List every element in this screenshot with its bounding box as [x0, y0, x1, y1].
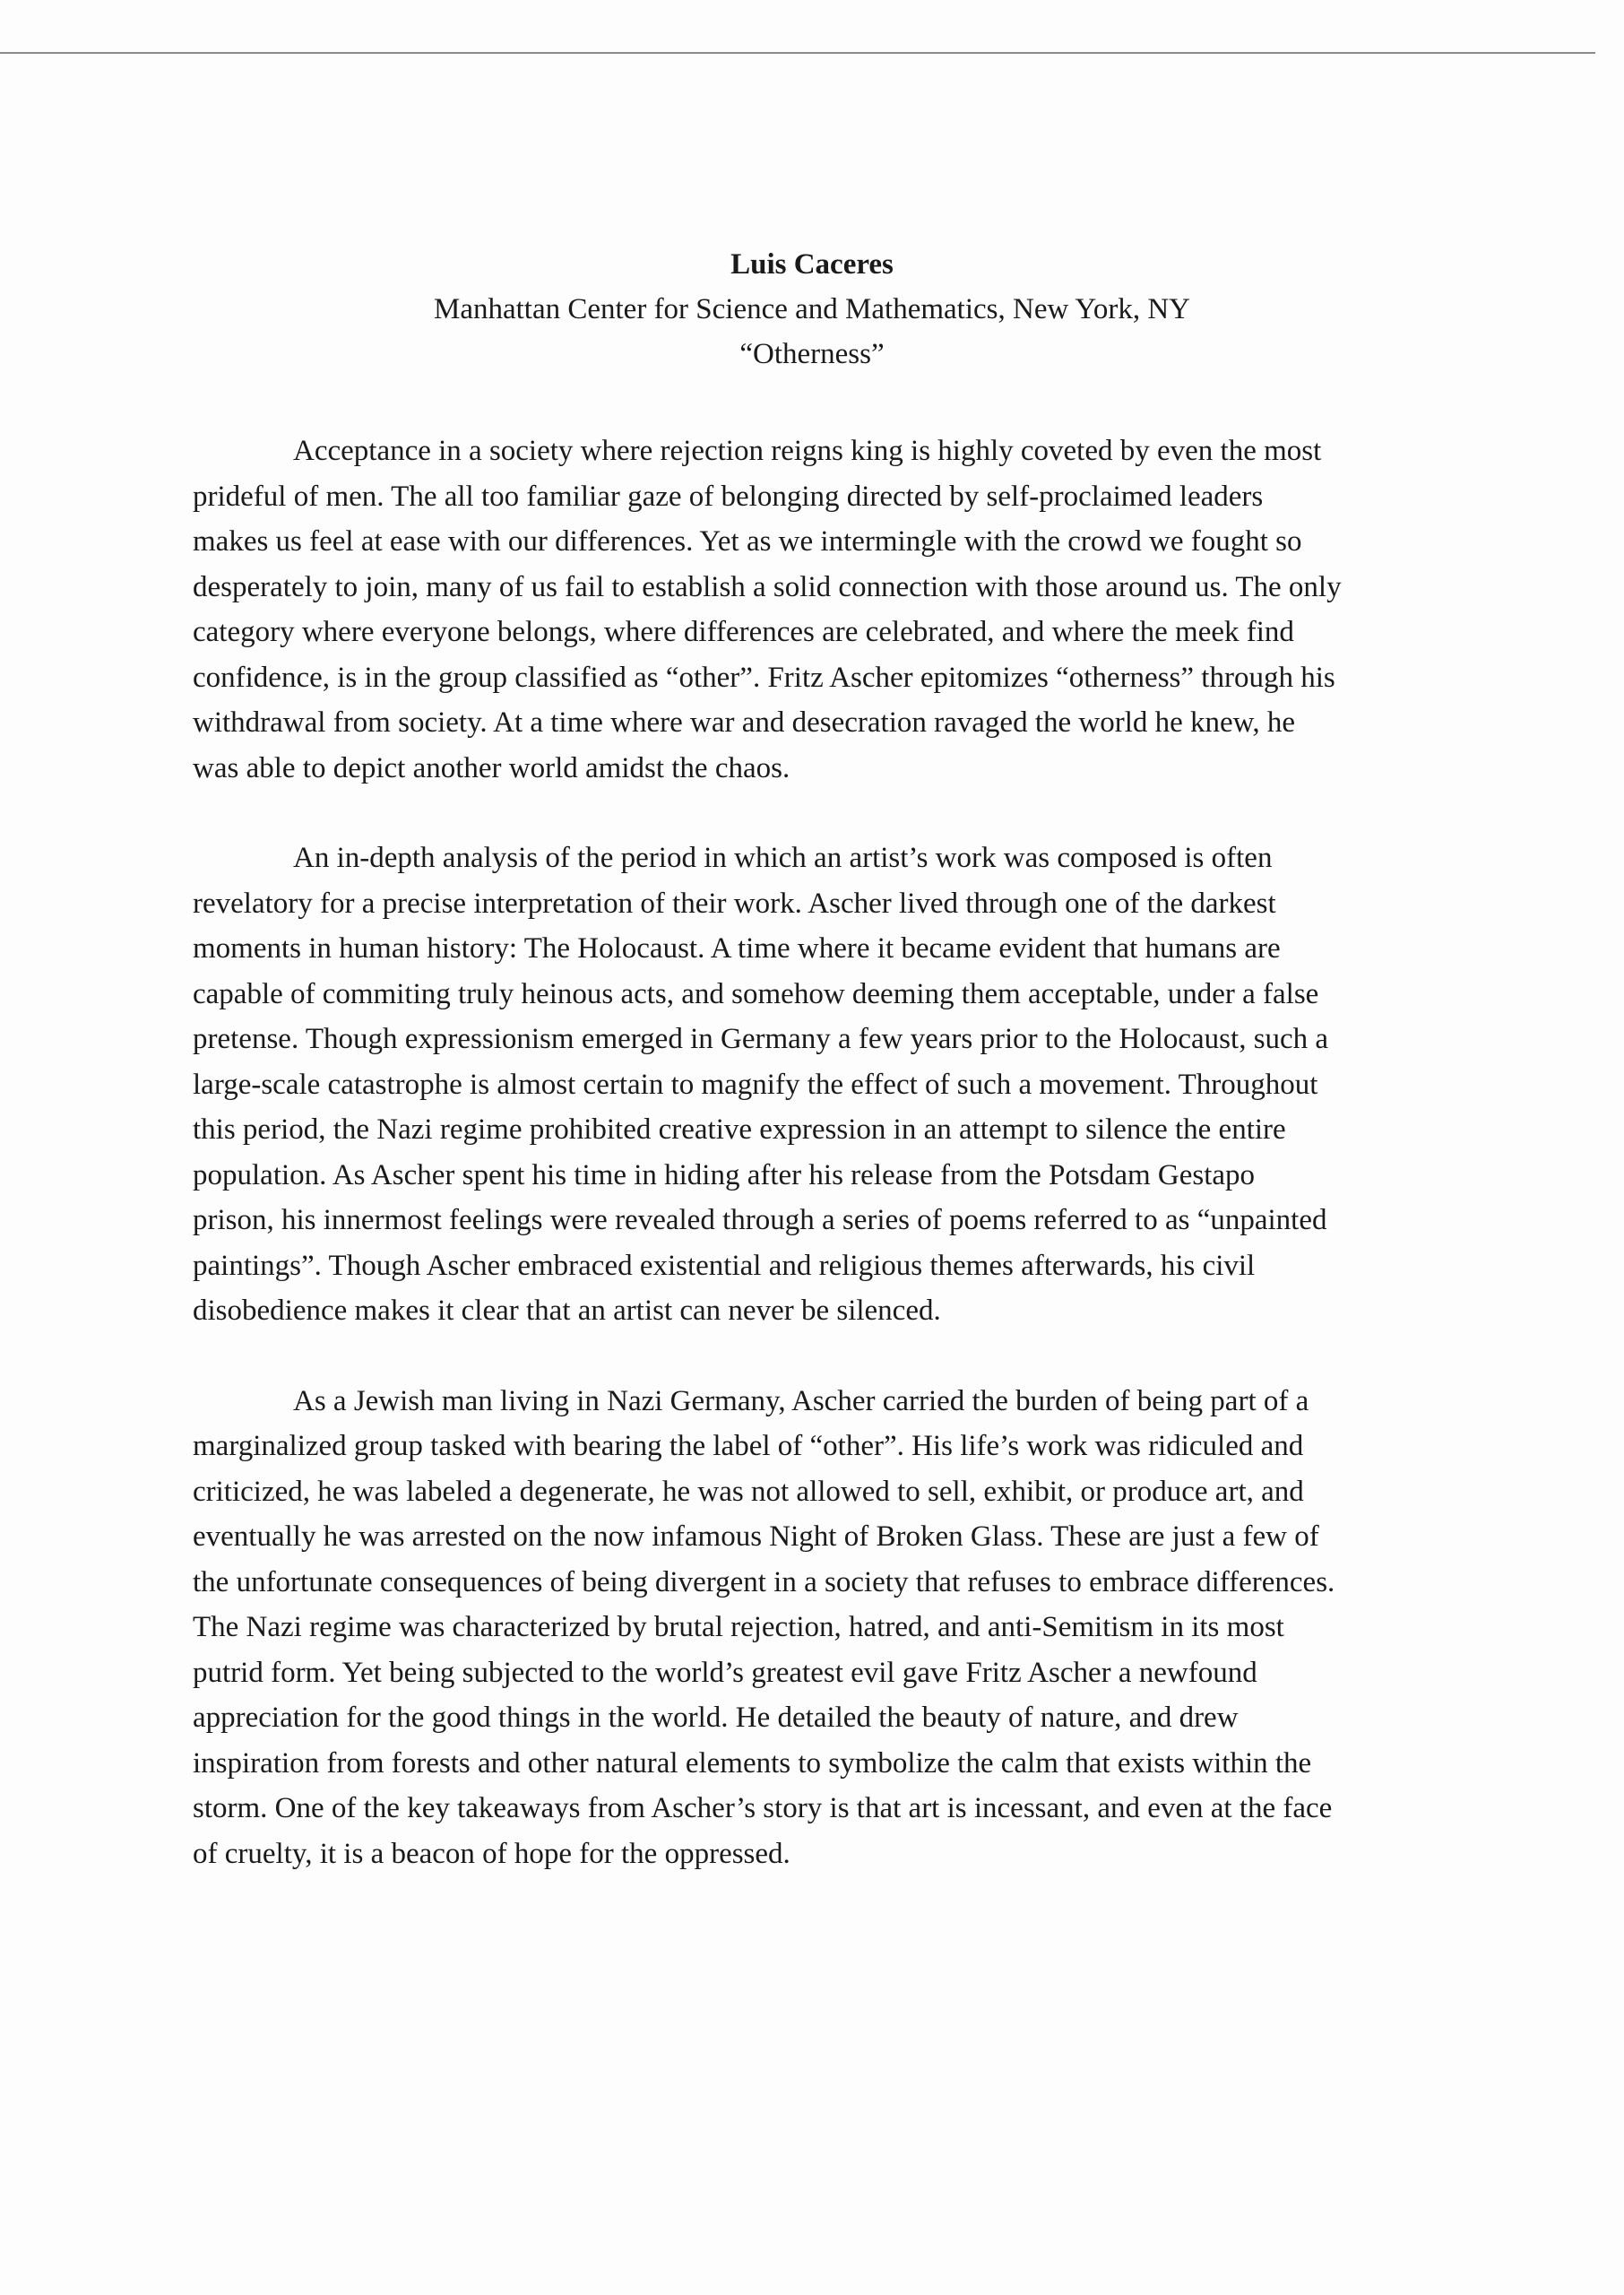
paragraph-line: paintings”. Though Ascher embraced existential and religious themes afterwards, his civil	[193, 1249, 1256, 1282]
paragraph-line: appreciation for the good things in the world. He detailed the beauty of nature, and drew	[193, 1702, 1239, 1734]
paragraph-line: category where everyone belongs, where differences are celebrated, and where the meek find	[193, 616, 1294, 648]
paragraph-line: the unfortunate consequences of being divergent in a society that refuses to embrace differences.	[193, 1565, 1335, 1598]
paragraph-line: inspiration from forests and other natural elements to symbolize the calm that exists within the	[193, 1746, 1312, 1780]
paragraph-line: confidence, is in the group classified as “other”. Fritz Ascher epitomizes “otherness” through his	[193, 661, 1335, 694]
paragraph-line: of cruelty, it is a beacon of hope for the oppressed.	[193, 1837, 790, 1870]
paragraph-3	[193, 1379, 1447, 1877]
paragraph-line: moments in human history: The Holocaust. A time where it became evident that humans are	[193, 932, 1281, 965]
paragraph-line: storm. One of the key takeaways from Ascher’s story is that art is incessant, and even at the face	[193, 1792, 1333, 1824]
paragraph-line: An in-depth analysis of the period in which an artist’s work was composed is often	[293, 842, 1273, 874]
paragraph-line: was able to depict another world amidst the chaos.	[193, 751, 790, 784]
essay-body	[193, 429, 1447, 1921]
paragraph-line: putrid form. Yet being subjected to the world’s greatest evil gave Fritz Ascher a newfound	[193, 1656, 1257, 1689]
paragraph-line: capable of commiting truly heinous acts, and somehow deeming them acceptable, under a false	[193, 977, 1319, 1010]
paragraph-line: population. As Ascher spent his time in hiding after his release from the Potsdam Gestapo	[193, 1158, 1256, 1191]
paragraph-line: prison, his innermost feelings were revealed through a series of poems referred to as “unpainted	[193, 1204, 1327, 1236]
school-name: Manhattan Center for Science and Mathematics, New York, NY	[433, 293, 1191, 325]
essay-header	[0, 242, 1624, 377]
paragraph-2	[193, 836, 1447, 1334]
paragraph-line: disobedience makes it clear that an artist can never be silenced.	[193, 1295, 941, 1327]
paragraph-1	[193, 429, 1447, 791]
paragraph-line: As a Jewish man living in Nazi Germany, Ascher carried the burden of being part of a	[293, 1384, 1309, 1417]
paragraph-line: pretense. Though expressionism emerged in Germany a few years prior to the Holocaust, such a	[193, 1023, 1329, 1055]
paragraph-line: large-scale catastrophe is almost certain to magnify the effect of such a movement. Throughout	[193, 1068, 1318, 1101]
paragraph-line: criticized, he was labeled a degenerate, he was not allowed to sell, exhibit, or produce art, and	[193, 1475, 1304, 1508]
author-name: Luis Caceres	[730, 248, 894, 281]
paragraph-line: The Nazi regime was characterized by brutal rejection, hatred, and anti-Semitism in its most	[193, 1611, 1284, 1643]
paragraph-line: this period, the Nazi regime prohibited creative expression in an attempt to silence the entire	[193, 1113, 1286, 1146]
paragraph-line: Acceptance in a society where rejection reigns king is highly coveted by even the most	[293, 435, 1322, 467]
paragraph-line: revelatory for a precise interpretation of their work. Ascher lived through one of the darkest	[193, 887, 1276, 920]
paragraph-line: desperately to join, many of us fail to establish a solid connection with those around us. The only	[193, 570, 1342, 603]
paragraph-line: marginalized group tasked with bearing the label of “other”. His life’s work was ridiculed and	[193, 1430, 1304, 1462]
scan-top-rule	[0, 52, 1595, 54]
paragraph-line: prideful of men. The all too familiar gaze of belonging directed by self-proclaimed leaders	[193, 480, 1264, 513]
essay-title: “Otherness”	[739, 338, 885, 370]
paragraph-line: withdrawal from society. At a time where war and desecration ravaged the world he knew, he	[193, 706, 1296, 739]
paragraph-line: eventually he was arrested on the now infamous Night of Broken Glass. These are just a few of	[193, 1520, 1319, 1553]
paragraph-line: makes us feel at ease with our differences. Yet as we intermingle with the crowd we fought so	[193, 525, 1302, 558]
